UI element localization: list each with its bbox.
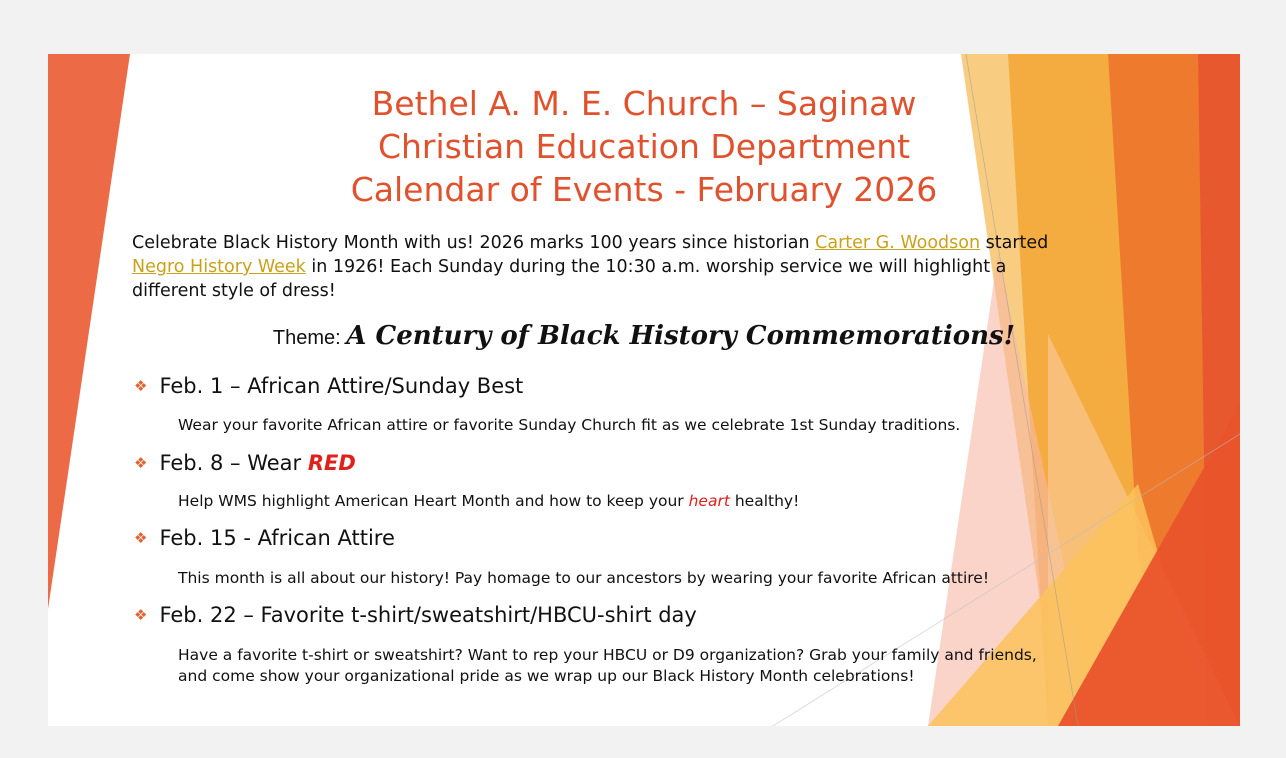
event-heading: Feb. 15 - African Attire (159, 526, 395, 550)
event-description-text: healthy! (729, 492, 800, 510)
diamond-bullet-icon: ❖ (134, 377, 148, 395)
title-line-3: Calendar of Events - February 2026 (350, 170, 938, 209)
event-description: Have a favorite t-shirt or sweatshirt? Want to rep your HBCU or D9 organization? Grab your family and friends, and come show your organizational pride as we wrap up our Black History Month celebrations! (178, 646, 1037, 685)
event-heading: Feb. 1 – African Attire/Sunday Best (159, 374, 524, 398)
event-item (134, 451, 356, 475)
theme-line (48, 321, 1240, 351)
event-description-emphasis: heart (688, 492, 730, 510)
event-description: Wear your favorite African attire or favorite Sunday Church fit as we celebrate 1st Sunday traditions. (178, 416, 961, 434)
event-description: This month is all about our history! Pay homage to our ancestors by wearing your favorite African attire! (178, 569, 990, 587)
event-heading: Feb. 22 – Favorite t-shirt/sweatshirt/HBCU-shirt day (159, 603, 697, 627)
title-line-2: Christian Education Department (377, 127, 911, 166)
diamond-bullet-icon: ❖ (134, 454, 148, 472)
intro-text-3: in 1926! Each Sunday during the 10:30 a.m. worship service we will highlight a different style of dress! (132, 257, 1007, 301)
theme-label: Theme: (272, 327, 347, 349)
negro-history-week-link[interactable]: Negro History Week (132, 257, 306, 277)
event-heading-emphasis: RED (307, 451, 356, 475)
diamond-bullet-icon: ❖ (134, 606, 148, 624)
diamond-bullet-icon: ❖ (134, 529, 148, 547)
page-title (48, 82, 1240, 211)
event-item (134, 526, 395, 550)
event-item (134, 374, 523, 398)
intro-paragraph (132, 231, 1062, 303)
event-description-text: Help WMS highlight American Heart Month and how to keep your (178, 492, 689, 510)
theme-text: A Century of Black History Commemorations! (346, 321, 1016, 351)
intro-text-2: started (980, 233, 1049, 253)
event-item (134, 603, 697, 627)
carter-woodson-link[interactable]: Carter G. Woodson (815, 233, 981, 253)
title-line-1: Bethel A. M. E. Church – Saginaw (371, 84, 917, 123)
intro-text-1: Celebrate Black History Month with us! 2026 marks 100 years since historian (132, 233, 816, 253)
slide (48, 54, 1240, 726)
event-heading: Feb. 8 – Wear (159, 451, 308, 475)
event-description (178, 491, 1058, 512)
